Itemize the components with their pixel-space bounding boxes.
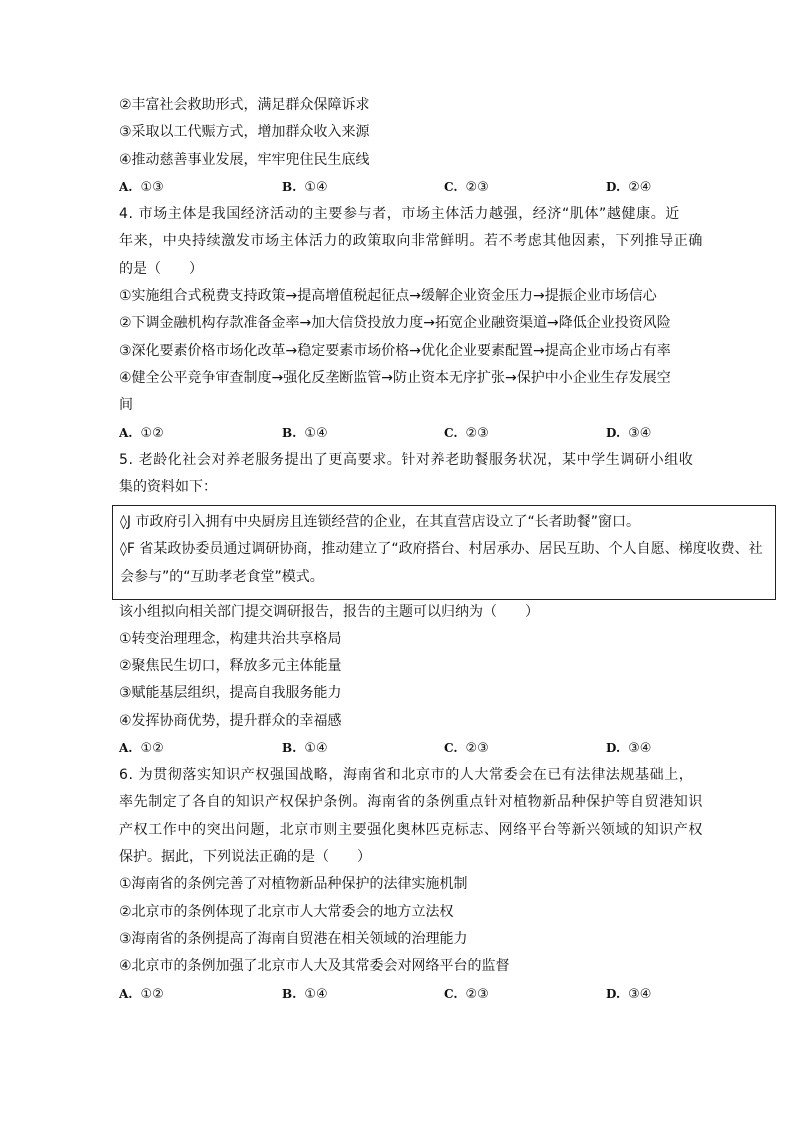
q6-item-1: ①海南省的条例完善了对植物新品种保护的法律实施机制 bbox=[119, 876, 468, 892]
q6-stem-line-4: 保护。据此，下列说法正确的是（ ） bbox=[119, 849, 371, 865]
q6-option-c[interactable]: C. ②③ bbox=[444, 987, 489, 1002]
q5-question: 该小组拟向相关部门提交调研报告，报告的主题可以归纳为（ ） bbox=[119, 604, 539, 620]
q4-options bbox=[119, 423, 679, 443]
q4-stem-line-3: 的是（ ） bbox=[119, 261, 203, 277]
q5-item-4: ④发挥协商优势，提升群众的幸福感 bbox=[119, 713, 342, 729]
q5-item-1: ①转变治理理念，构建共治共享格局 bbox=[119, 631, 342, 647]
q3-item-3: ③采取以工代赈方式，增加群众收入来源 bbox=[119, 124, 370, 140]
q5-item-3: ③赋能基层组织，提高自我服务能力 bbox=[119, 685, 342, 701]
q5-material-f: ◊F 省某政协委员通过调研协商，推动建立了“政府搭台、村居承办、居民互助、个人自愿、梯度收费、社 bbox=[120, 541, 763, 557]
q4-stem-line-1: 4. 市场主体是我国经济活动的主要参与者，市场主体活力越强，经济“肌体”越健康。近 bbox=[119, 206, 680, 222]
q4-item-2: ②下调金融机构存款准备金率→加大信贷投放力度→拓宽企业融资渠道→降低企业投资风险 bbox=[119, 315, 671, 331]
q6-option-a[interactable]: A. ①② bbox=[119, 987, 164, 1002]
q3-option-b[interactable]: B. ①④ bbox=[282, 180, 328, 195]
q5-stem-line-2: 集的资料如下： bbox=[119, 479, 217, 495]
q6-options bbox=[119, 984, 679, 1004]
q5-option-d[interactable]: D. ③④ bbox=[606, 741, 652, 756]
q5-option-b[interactable]: B. ①④ bbox=[282, 741, 328, 756]
q4-option-a[interactable]: A. ①② bbox=[119, 426, 164, 441]
q6-item-3: ③海南省的条例提高了海南自贸港在相关领域的治理能力 bbox=[119, 931, 468, 947]
q4-item-4: ④健全公平竞争审查制度→强化反垄断监管→防止资本无序扩张→保护中小企业生存发展空 bbox=[119, 370, 671, 386]
q6-item-2: ②北京市的条例体现了北京市人大常委会的地方立法权 bbox=[119, 904, 454, 920]
q3-item-2: ②丰富社会救助形式，满足群众保障诉求 bbox=[119, 97, 370, 113]
q3-option-a[interactable]: A. ①③ bbox=[119, 180, 164, 195]
q5-material-box bbox=[112, 505, 776, 600]
q6-stem-line-2: 率先制定了各自的知识产权保护条例。海南省的条例重点针对植物新品种保护等自贸港知识 bbox=[119, 794, 703, 810]
q4-option-d[interactable]: D. ③④ bbox=[606, 426, 652, 441]
q3-option-d[interactable]: D. ②④ bbox=[606, 180, 652, 195]
q5-material-f-cont: 会参与”的“互助孝老食堂”模式。 bbox=[120, 569, 324, 585]
q4-item-4-cont: 间 bbox=[119, 397, 133, 413]
q6-option-b[interactable]: B. ①④ bbox=[282, 987, 328, 1002]
q5-option-a[interactable]: A. ①② bbox=[119, 741, 164, 756]
q3-option-c[interactable]: C. ②③ bbox=[444, 180, 489, 195]
q3-options bbox=[119, 177, 679, 197]
q4-item-1: ①实施组合式税费支持政策→提高增值税起征点→缓解企业资金压力→提振企业市场信心 bbox=[119, 288, 657, 304]
q5-option-c[interactable]: C. ②③ bbox=[444, 741, 489, 756]
q3-item-4: ④推动慈善事业发展，牢牢兜住民生底线 bbox=[119, 152, 370, 168]
q6-stem-line-3: 产权工作中的突出问题，北京市则主要强化奥林匹克标志、网络平台等新兴领域的知识产权 bbox=[119, 822, 703, 838]
q6-option-d[interactable]: D. ③④ bbox=[606, 987, 652, 1002]
q4-option-b[interactable]: B. ①④ bbox=[282, 426, 328, 441]
q5-material-j: ◊J 市政府引入拥有中央厨房且连锁经营的企业，在其直营店设立了“长者助餐”窗口。 bbox=[120, 514, 641, 530]
q6-stem-line-1: 6. 为贯彻落实知识产权强国战略，海南省和北京市的人大常委会在已有法律法规基础上， bbox=[119, 767, 694, 783]
q5-options bbox=[119, 738, 679, 758]
q4-stem-line-2: 年来，中央持续激发市场主体活力的政策取向非常鲜明。若不考虑其他因素，下列推导正确 bbox=[119, 233, 703, 249]
q5-item-2: ②聚焦民生切口，释放多元主体能量 bbox=[119, 658, 342, 674]
q4-option-c[interactable]: C. ②③ bbox=[444, 426, 489, 441]
q5-stem-line-1: 5. 老龄化社会对养老服务提出了更高要求。针对养老助餐服务状况，某中学生调研小组收 bbox=[119, 452, 694, 468]
q4-item-3: ③深化要素价格市场化改革→稳定要素市场价格→优化企业要素配置→提高企业市场占有率 bbox=[119, 343, 671, 359]
q6-item-4: ④北京市的条例加强了北京市人大及其常委会对网络平台的监督 bbox=[119, 958, 510, 974]
